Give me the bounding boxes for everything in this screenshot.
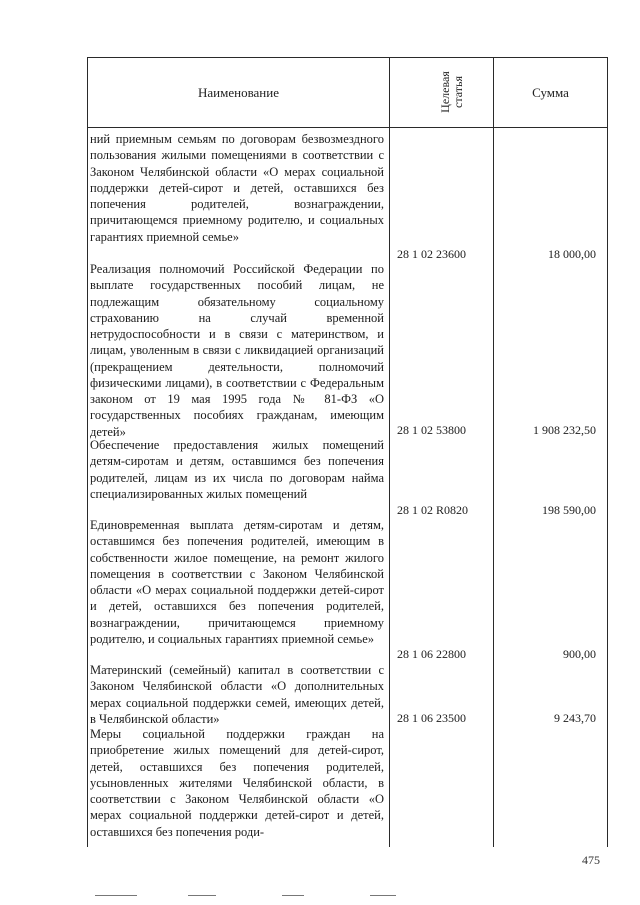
row-code: 28 1 06 22800 — [397, 647, 466, 661]
row-sum: 900,00 — [563, 647, 596, 661]
row-code: 28 1 02 23600 — [397, 247, 466, 261]
header-code-line1: Целевая — [437, 71, 452, 113]
header-sum: Сумма — [532, 84, 569, 100]
row-code: 28 1 06 23500 — [397, 711, 466, 725]
row-name: Меры социальной поддержки граждан на приобретение жилых помещений для детей-сирот, детей, оставшихся без попечения родителей, усыновленных жителями Челябинской области, в соответствии с Законом Челябинской области «О мерах социальной поддержки детей-сирот и детей, оставшихся без попечения роди- — [90, 727, 384, 839]
header-name-cell — [88, 58, 389, 127]
row-sum: 18 000,00 — [548, 247, 596, 261]
header-bottom-border — [87, 127, 608, 128]
column-divider-code-sum — [493, 57, 494, 847]
row-name: Материнский (семейный) капитал в соответствии с Законом Челябинской области «О дополнительных мерах социальной поддержки семей, имеющих детей, в Челябинской области» — [90, 663, 384, 726]
scan-mark — [370, 895, 396, 896]
header-code-cell — [417, 58, 487, 126]
row-sum: 198 590,00 — [542, 503, 596, 517]
header-code-line2: статья — [450, 76, 465, 108]
scan-mark — [282, 895, 304, 896]
row-name: Единовременная выплата детям-сиротам и детям, оставшимся без попечения родителей, имеющим в собственности жилое помещение, на ремонт жилого помещения в соответствии с Законом Челябинской области «О мерах социальной поддержки детей-сирот и детей, оставшихся без попечения родителей, вознаграждении, причитающемся приемному родителю, и социальных гарантиях приемной семье» — [90, 518, 384, 646]
column-divider-name-code — [389, 57, 390, 847]
row-sum: 9 243,70 — [554, 711, 596, 725]
row-sum: 1 908 232,50 — [533, 423, 596, 437]
row-name: Реализация полномочий Российской Федерации по выплате государственных пособий лицам, не подлежащим обязательному социальному страхованию на случай временной нетрудоспособности и в связи с материнством, и лицам, уволенным в связи с ликвидацией организаций (прекращением деятельности, полномочий физическими лицами), в соответствии с Федеральным законом от 19 мая 1995 года № 81-ФЗ «О государственных пособиях гражданам, имеющим детей» — [90, 262, 384, 439]
row-name: Обеспечение предоставления жилых помещений детям-сиротам и детям, оставшимся без попечения родителей, лицам из их числа по договорам найма специализированных жилых помещений — [90, 438, 384, 501]
page-number: 475 — [582, 853, 600, 867]
scan-mark — [95, 895, 137, 896]
scan-mark — [188, 895, 216, 896]
row-code: 28 1 02 R0820 — [397, 503, 469, 517]
header-code-rotated — [439, 71, 465, 113]
row-name: ний приемным семьям по договорам безвозмездного пользования жилыми помещениями в соответствии с Законом Челябинской области «О мерах социальной поддержки детей-сирот и детей, оставшихся без попечения родителей, вознаграждении, причитающемся приемному родителю, и социальных гарантиях приемной семье» — [90, 132, 384, 244]
table-left-border — [87, 57, 88, 847]
header-sum-cell — [494, 58, 607, 127]
row-code: 28 1 02 53800 — [397, 423, 466, 437]
table-right-border — [607, 57, 608, 847]
header-name: Наименование — [198, 84, 279, 100]
